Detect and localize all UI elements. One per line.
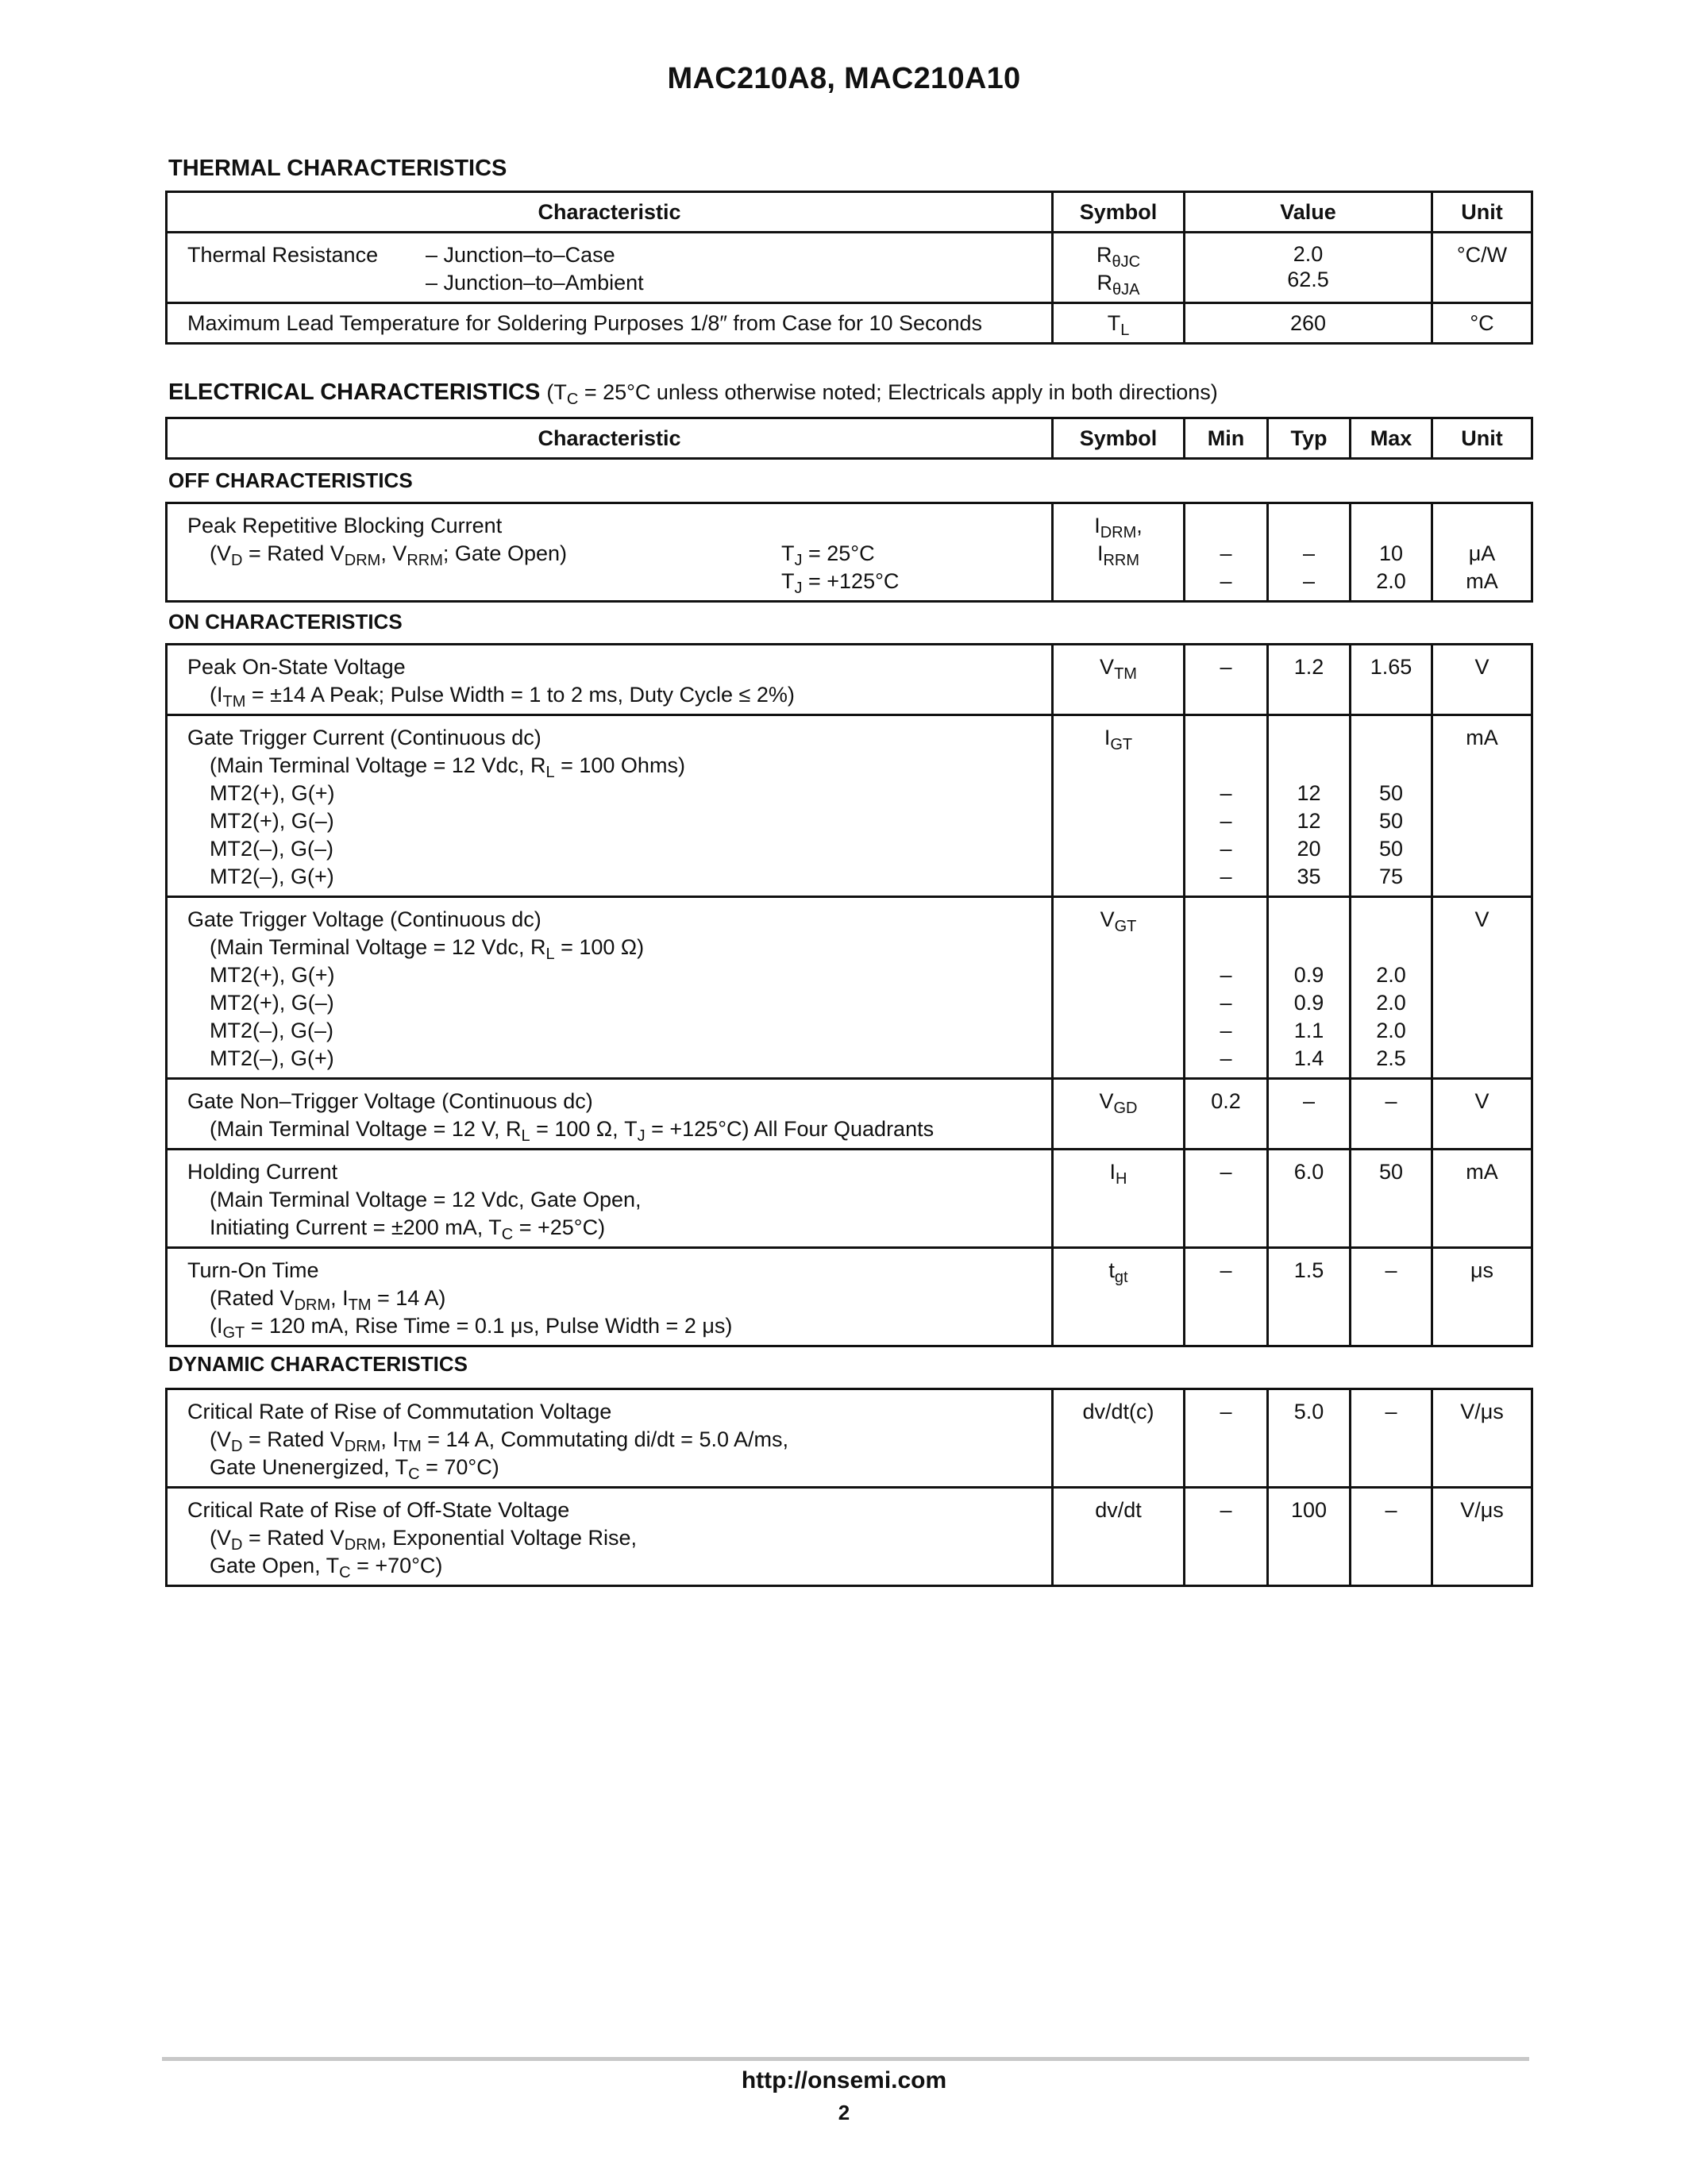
max-cell: –	[1351, 1488, 1432, 1586]
typ-cell: 12 12 20 35	[1268, 715, 1351, 897]
column-header: Characteristic	[167, 418, 1053, 459]
column-header: Max	[1351, 418, 1432, 459]
footer-url[interactable]: http://onsemi.com	[741, 2067, 947, 2093]
column-header: Typ	[1268, 418, 1351, 459]
min-cell: –	[1185, 1488, 1268, 1586]
max-cell: –	[1351, 1248, 1432, 1346]
symbol-cell: dv/dt	[1053, 1488, 1185, 1586]
typ-cell: – –	[1268, 503, 1351, 602]
table-row	[167, 1248, 1532, 1346]
characteristic-cell	[167, 1389, 1053, 1488]
characteristic-cell	[167, 503, 1053, 602]
characteristic-label: Gate Non–Trigger Voltage (Continuous dc)	[187, 1089, 593, 1113]
unit-cell: μA mA	[1432, 503, 1532, 602]
characteristic-cell	[167, 1079, 1053, 1150]
characteristic-cell	[167, 897, 1053, 1079]
max-cell: 1.65	[1351, 645, 1432, 715]
min-cell: –	[1185, 1389, 1268, 1488]
condition-text: ($I_{TM} = \pm 14$ A Peak; Pulse Width = 1 to 2 ms, Duty Cycle ≤ 2%)	[210, 683, 795, 711]
symbol-cell: $V_{TM}$	[1053, 645, 1185, 715]
on-characteristics-title: ON CHARACTERISTICS	[168, 610, 403, 634]
unit-cell: V	[1432, 1079, 1532, 1150]
max-cell: 2.0 2.0 2.0 2.5	[1351, 897, 1432, 1079]
min-cell: –	[1185, 1150, 1268, 1248]
characteristic-subline: – Junction–to–Ambient	[426, 271, 644, 295]
typ-cell: 100	[1268, 1488, 1351, 1586]
typ-cell: 0.9 0.9 1.1 1.4	[1268, 897, 1351, 1079]
column-header: Value	[1185, 192, 1432, 233]
table-row	[167, 1150, 1532, 1248]
characteristic-cell	[167, 1150, 1053, 1248]
unit-cell: °C	[1432, 303, 1532, 344]
condition-text: ($I_{GT} = 120$ mA, Rise Time = 0.1 μs, Pulse Width = 2 μs)	[210, 1314, 733, 1342]
electrical-header-table	[165, 417, 1533, 460]
characteristic-label: Thermal Resistance	[187, 243, 379, 267]
table-row	[167, 1488, 1532, 1586]
column-header: Characteristic	[167, 192, 1053, 233]
table-row	[167, 645, 1532, 715]
page-number: 2	[838, 2101, 850, 2124]
value-cell: 2.0 62.5	[1185, 233, 1432, 303]
column-header: Symbol	[1053, 192, 1185, 233]
electrical-section-title: ELECTRICAL CHARACTERISTICS ($T_C = 25^\circ C$ unless otherwise noted; Electricals apply in both directions)	[168, 379, 1218, 408]
characteristic-label: Turn-On Time	[187, 1258, 319, 1282]
column-header: Unit	[1432, 418, 1532, 459]
quadrant-label: MT2(–), G(–)	[210, 837, 334, 861]
typ-cell: –	[1268, 1079, 1351, 1150]
characteristic-cell	[167, 645, 1053, 715]
symbol-cell: $I_H$	[1053, 1150, 1185, 1248]
quadrant-label: MT2(–), G(+)	[210, 1046, 334, 1070]
electrical-note: ($T_C = 25^\circ C$ unless otherwise noted; Electricals apply in both directions)	[546, 380, 1218, 408]
on-characteristics-table	[165, 643, 1533, 1347]
off-characteristics-title: OFF CHARACTERISTICS	[168, 468, 413, 492]
characteristic-label: Critical Rate of Rise of Off-State Voltage	[187, 1498, 570, 1522]
unit-cell: °C/W	[1432, 233, 1532, 303]
condition-text: (Main Terminal Voltage = 12 Vdc, $R_L = 100$ Ohms)	[210, 753, 685, 781]
condition-text: ($V_D$ = Rated $V_{DRM}$, Exponential Voltage Rise,	[210, 1526, 638, 1554]
table-row	[167, 715, 1532, 897]
max-cell: 50 50 50 75	[1351, 715, 1432, 897]
table-row	[167, 303, 1532, 344]
symbol-cell: $R_{\theta JC}$ $R_{\theta JA}$	[1053, 233, 1185, 303]
symbol-cell: dv/dt(c)	[1053, 1389, 1185, 1488]
max-cell: –	[1351, 1079, 1432, 1150]
characteristic-label: Peak On-State Voltage	[187, 655, 406, 679]
min-cell: – – – –	[1185, 715, 1268, 897]
characteristic-label: Gate Trigger Voltage (Continuous dc)	[187, 907, 541, 931]
unit-cell: mA	[1432, 1150, 1532, 1248]
table-row	[167, 897, 1532, 1079]
unit-cell: V/μs	[1432, 1389, 1532, 1488]
max-cell: 50	[1351, 1150, 1432, 1248]
condition-text: (Rated $V_{DRM}$, $I_{TM} = 14$ A)	[210, 1286, 446, 1314]
characteristic-cell	[167, 1488, 1053, 1586]
off-characteristics-table	[165, 502, 1533, 603]
thermal-header-row	[167, 192, 1532, 233]
characteristic-label: Holding Current	[187, 1160, 338, 1184]
symbol-cell: $V_{GT}$	[1053, 897, 1185, 1079]
typ-cell: 5.0	[1268, 1389, 1351, 1488]
typ-cell: 1.2	[1268, 645, 1351, 715]
condition-text: Gate Unenergized, $T_C = 70^\circ C$)	[210, 1455, 499, 1483]
min-cell: –	[1185, 645, 1268, 715]
condition-text: (Main Terminal Voltage = 12 V, $R_L = 100$ Ω, $T_J = +125^\circ C$) All Four Quadrants	[210, 1117, 935, 1145]
symbol-cell: $V_{GD}$	[1053, 1079, 1185, 1150]
condition-text: ($V_D$ = Rated $V_{DRM}$, $I_{TM} = 14$ A, Commutating di/dt = 5.0 A/ms,	[210, 1427, 788, 1455]
table-row	[167, 1389, 1532, 1488]
unit-cell: V/μs	[1432, 1488, 1532, 1586]
column-header: Symbol	[1053, 418, 1185, 459]
characteristic-label: Gate Trigger Current (Continuous dc)	[187, 726, 541, 749]
table-row	[167, 233, 1532, 303]
condition-text: Gate Open, $T_C = +70^\circ C$)	[210, 1554, 443, 1581]
dynamic-characteristics-table	[165, 1388, 1533, 1587]
min-cell: – – – –	[1185, 897, 1268, 1079]
characteristic-label: Peak Repetitive Blocking Current	[187, 514, 503, 537]
unit-cell: V	[1432, 645, 1532, 715]
min-cell: 0.2	[1185, 1079, 1268, 1150]
quadrant-label: MT2(+), G(+)	[210, 781, 335, 805]
symbol-cell: $t_{gt}$	[1053, 1248, 1185, 1346]
thermal-section-title: THERMAL CHARACTERISTICS	[168, 156, 507, 181]
characteristic-subline: – Junction–to–Case	[426, 243, 615, 267]
condition-temp: $T_J = +125^\circ C$	[781, 569, 900, 597]
condition-temp: $T_J = 25^\circ C$	[781, 541, 875, 569]
page-title: MAC210A8, MAC210A10	[667, 62, 1021, 95]
min-cell: – –	[1185, 503, 1268, 602]
typ-cell: 6.0	[1268, 1150, 1351, 1248]
characteristic-label: Maximum Lead Temperature for Soldering Purposes 1/8″ from Case for 10 Seconds	[167, 303, 1053, 344]
condition-text: ($V_D$ = Rated $V_{DRM}$, $V_{RRM}$; Gate Open)	[210, 541, 567, 569]
characteristic-cell	[167, 1248, 1053, 1346]
characteristic-cell	[167, 715, 1053, 897]
thermal-table	[165, 191, 1533, 345]
quadrant-label: MT2(+), G(+)	[210, 963, 335, 987]
max-cell: –	[1351, 1389, 1432, 1488]
electrical-header-row	[167, 418, 1532, 459]
dynamic-characteristics-title: DYNAMIC CHARACTERISTICS	[168, 1352, 468, 1376]
quadrant-label: MT2(–), G(+)	[210, 865, 334, 888]
column-header: Min	[1185, 418, 1268, 459]
characteristic-label: Critical Rate of Rise of Commutation Voltage	[187, 1400, 612, 1423]
symbol-cell: $T_L$	[1053, 303, 1185, 344]
table-row	[167, 1079, 1532, 1150]
footer-divider	[162, 2057, 1529, 2061]
column-header: Unit	[1432, 192, 1532, 233]
unit-cell: μs	[1432, 1248, 1532, 1346]
symbol-cell: $I_{DRM}$, $I_{RRM}$	[1053, 503, 1185, 602]
min-cell: –	[1185, 1248, 1268, 1346]
symbol-cell: $I_{GT}$	[1053, 715, 1185, 897]
table-row	[167, 503, 1532, 602]
typ-cell: 1.5	[1268, 1248, 1351, 1346]
quadrant-label: MT2(+), G(–)	[210, 991, 334, 1015]
value-cell: 260	[1185, 303, 1432, 344]
quadrant-label: MT2(–), G(–)	[210, 1019, 334, 1042]
unit-cell: mA	[1432, 715, 1532, 897]
quadrant-label: MT2(+), G(–)	[210, 809, 334, 833]
condition-text: (Main Terminal Voltage = 12 Vdc, Gate Open,	[210, 1188, 642, 1211]
condition-text: (Main Terminal Voltage = 12 Vdc, $R_L = 100$ Ω)	[210, 935, 645, 963]
unit-cell: V	[1432, 897, 1532, 1079]
condition-text: Initiating Current = ±200 mA, $T_C = +25^\circ C$)	[210, 1215, 606, 1243]
max-cell: 10 2.0	[1351, 503, 1432, 602]
